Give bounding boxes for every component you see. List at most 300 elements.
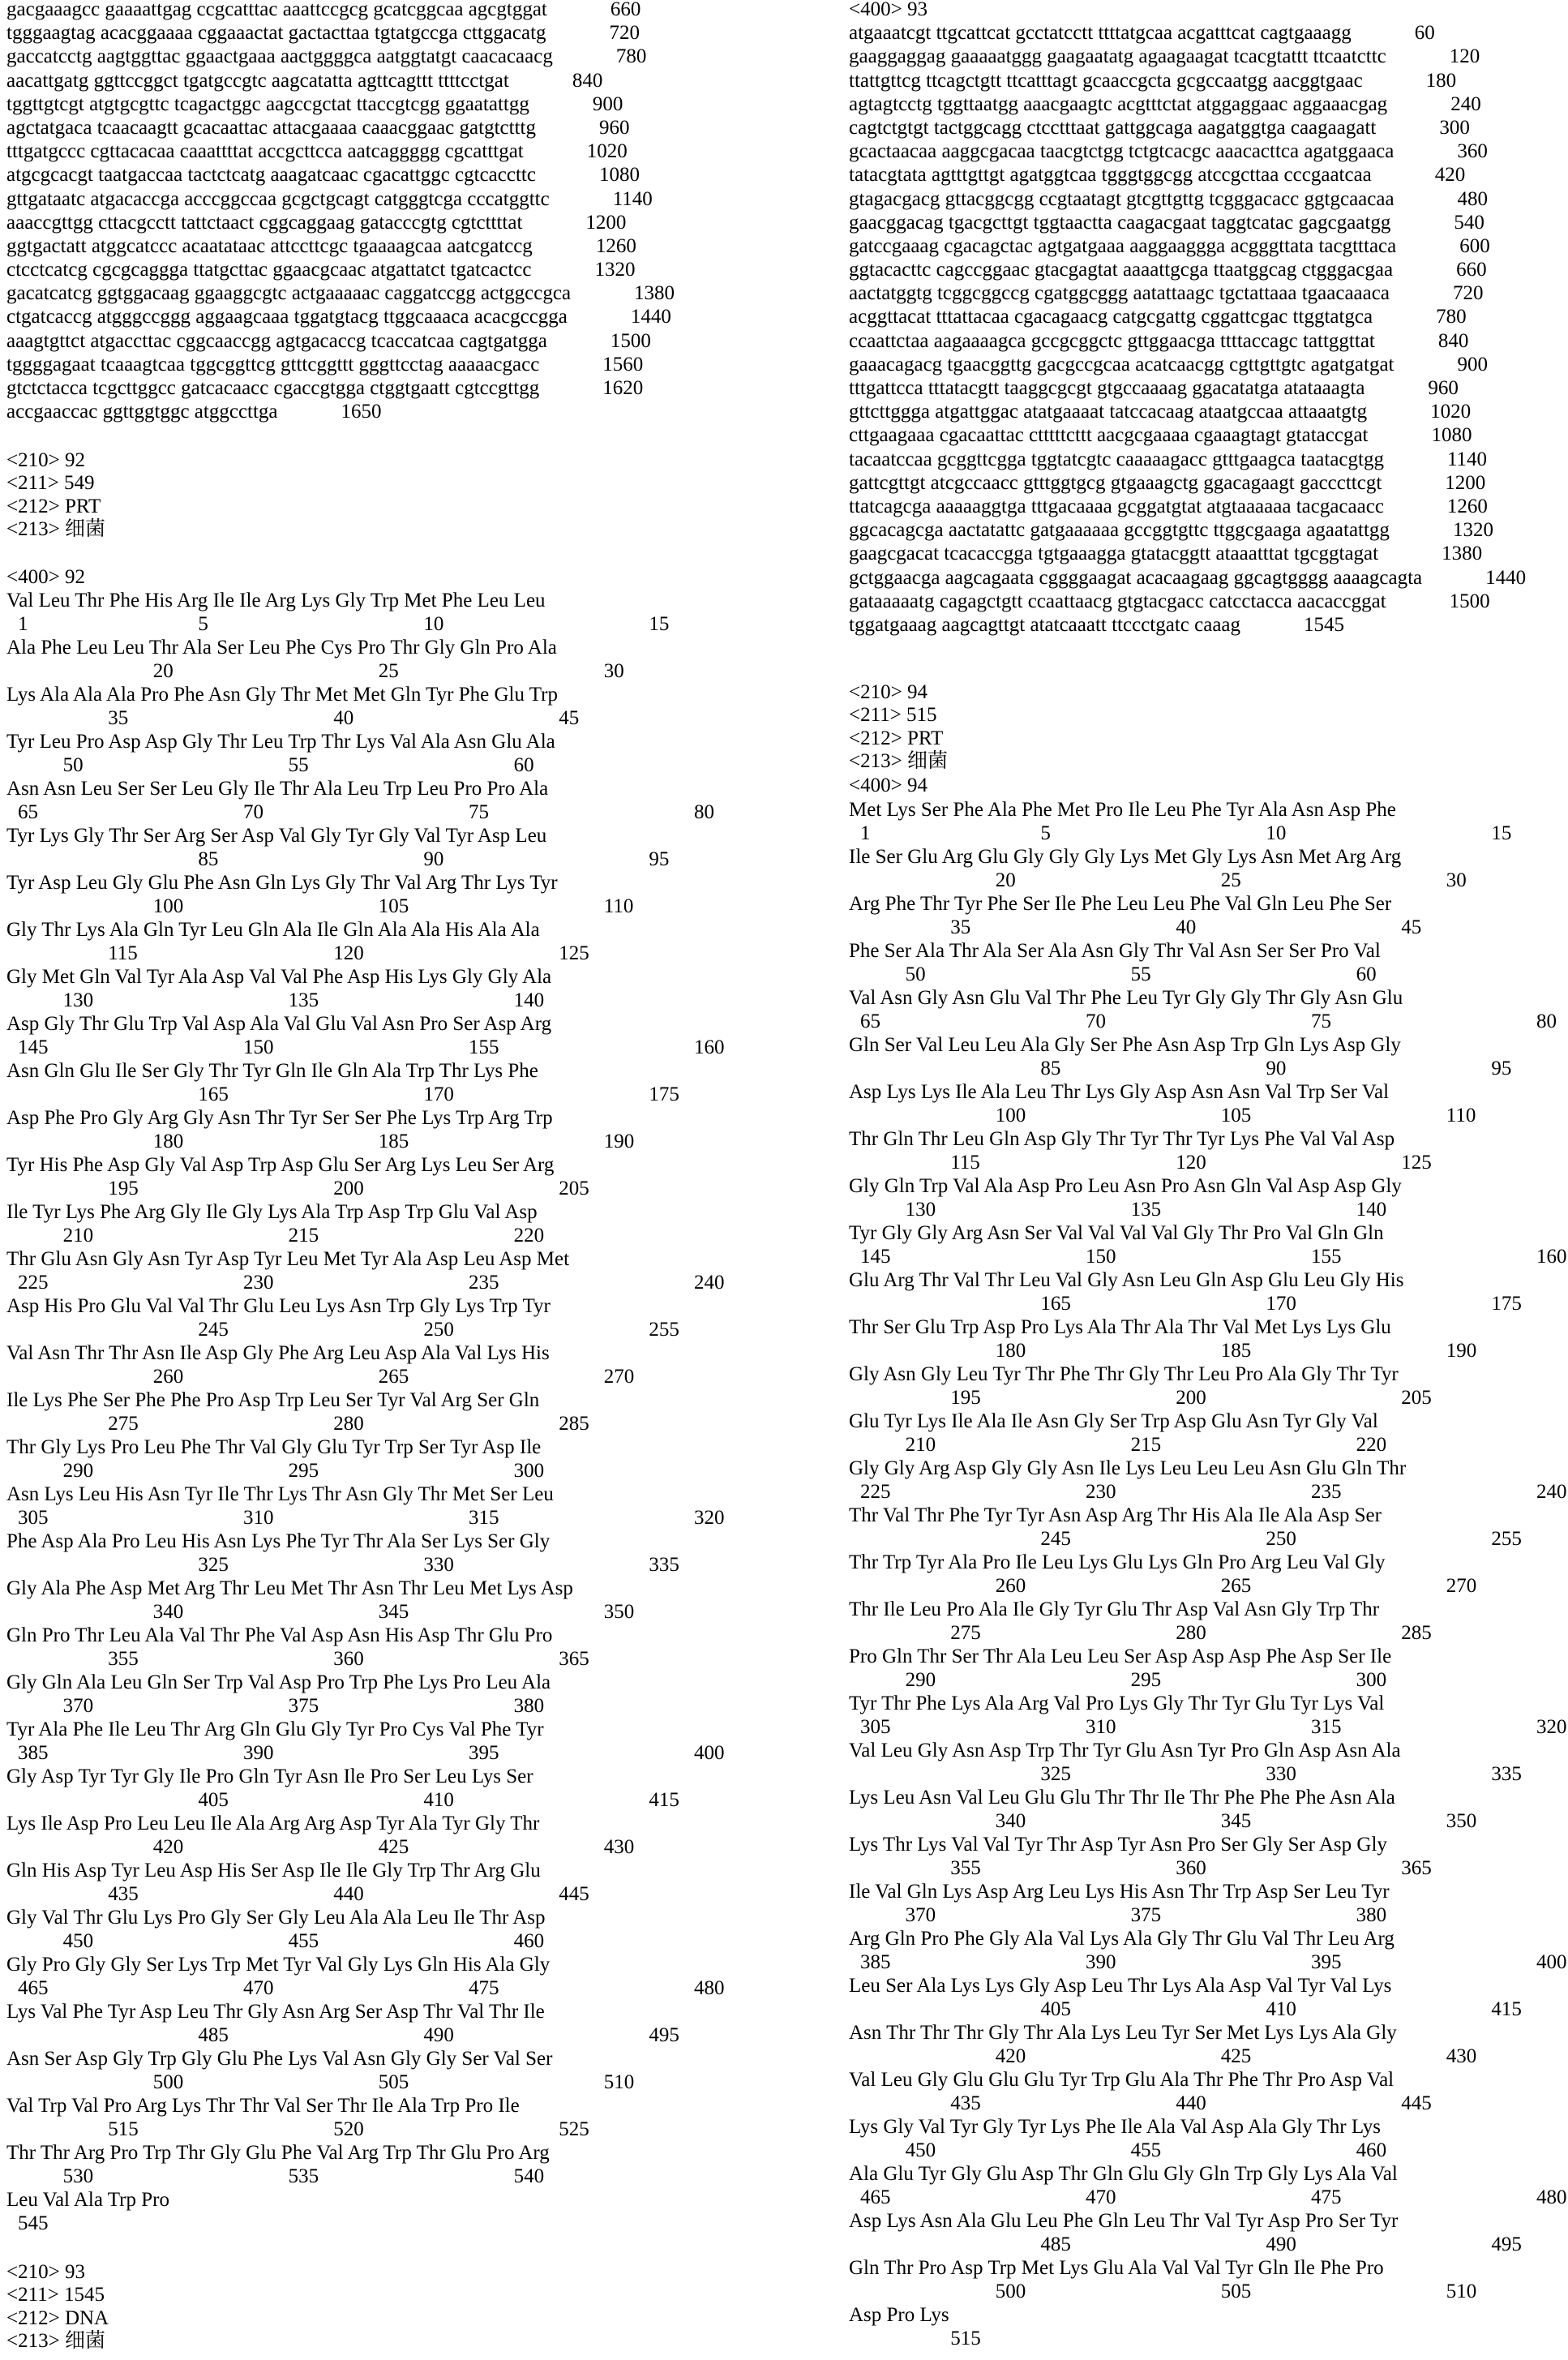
residue-number: 330: [1266, 1762, 1296, 1786]
residue-number: 215: [1131, 1433, 1162, 1457]
residue-number: 250: [1266, 1527, 1296, 1551]
residue-number: 35: [950, 916, 970, 939]
residue-number-line: [849, 822, 1562, 845]
residue-number: 300: [1356, 1668, 1387, 1692]
residue-number-line: [849, 1762, 1562, 1786]
residue-number: 415: [1491, 1997, 1522, 2021]
protein-residue-line: Gly Gln Trp Val Ala Asp Pro Leu Asn Pro Asn Gln Val Asp Asp Gly: [849, 1174, 1562, 1198]
residue-number-line: [6, 1271, 785, 1294]
dna-sequence-text: ccaattctaa aagaaaagca gccgcggctc gttggaacga ttttaccagc tattggttat: [849, 330, 1375, 352]
residue-number: 185: [1221, 1339, 1252, 1362]
dna-sequence-text: tggttgtcgt atgtgcgttc tcagactggc aagccgctat ttaccgtcgg ggaatattgg: [6, 93, 529, 115]
residue-number-line: [6, 2212, 785, 2235]
residue-number: 20: [153, 659, 174, 683]
residue-number-line: [849, 1950, 1562, 1974]
dna-sequence-line: [6, 0, 675, 21]
residue-number: 360: [1176, 1856, 1206, 1880]
residue-number-line: [6, 1459, 785, 1483]
residue-number: 355: [950, 1856, 981, 1880]
dna-sequence-text: ggtacacttc cagccggaac gtacgagtat aaaattgcga ttaatggcag ctgggacgaa: [849, 259, 1393, 281]
protein-residue-line: Lys Gly Val Tyr Gly Tyr Lys Phe Ile Ala Val Asp Ala Gly Thr Lys: [849, 2115, 1562, 2139]
residue-number-line: [849, 1151, 1562, 1174]
seq94-400-block: [849, 775, 928, 797]
residue-number: 105: [1221, 1104, 1252, 1127]
residue-number: 120: [333, 942, 364, 965]
residue-number-line: [849, 1715, 1562, 1739]
sequence-position-number: 1560: [602, 353, 643, 376]
residue-number-line: [849, 1903, 1562, 1927]
dna-sequence-line: [849, 281, 1526, 305]
dna-sequence-text: gaccatcctg aagtggttac ggaactgaaa aactggggca aatggtatgt caacacaacg: [6, 45, 553, 67]
residue-number: 510: [604, 2070, 635, 2094]
residue-number: 215: [289, 1224, 319, 1247]
residue-number: 40: [1176, 916, 1196, 939]
residue-number: 95: [649, 847, 669, 871]
protein-residue-line: Tyr Gly Gly Arg Asn Ser Val Val Val Val Gly Thr Pro Val Gln Gln: [849, 1221, 1562, 1245]
dna-sequence-line: [849, 495, 1526, 518]
residue-number: 310: [243, 1506, 274, 1530]
residue-number-line: [6, 1412, 785, 1435]
residue-number: 255: [1491, 1527, 1522, 1551]
protein-residue-line: Thr Val Thr Phe Tyr Tyr Asn Asp Arg Thr His Ala Ile Ala Asp Ser: [849, 1504, 1562, 1527]
residue-number: 145: [18, 1036, 49, 1059]
residue-number-line: [849, 1574, 1562, 1598]
residue-number: 225: [860, 1480, 891, 1504]
residue-number: 175: [1491, 1292, 1522, 1315]
residue-number: 480: [694, 1976, 725, 2000]
residue-number-line: [849, 1292, 1562, 1315]
protein-residue-line: Gly Gly Arg Asp Gly Gly Asn Ile Lys Leu Leu Leu Asn Glu Gln Thr: [849, 1457, 1562, 1480]
protein-residue-line: Thr Gly Lys Pro Leu Phe Thr Val Gly Glu Tyr Trp Ser Tyr Asp Ile: [6, 1435, 785, 1459]
field-400: <400> 94: [849, 775, 928, 797]
residue-number: 275: [950, 1621, 981, 1645]
protein-residue-line: Asp Lys Asn Ala Glu Leu Phe Gln Leu Thr Val Tyr Asp Pro Ser Tyr: [849, 2209, 1562, 2233]
field-211: <211> 1545: [6, 2284, 109, 2306]
residue-number: 465: [860, 2186, 891, 2209]
residue-number-line: [849, 1809, 1562, 1833]
dna-sequence-text: gataaaaatg cagagctgtt ccaattaacg gtgtacgacc catcctacca aacaccggat: [849, 590, 1386, 612]
residue-number: 135: [1131, 1198, 1162, 1221]
dna-sequence-line: [849, 258, 1526, 281]
sequence-position-number: 1080: [1432, 423, 1472, 447]
dna-sequence-text: ggcacagcga aactatattc gatgaaaaaa gccggtgttc ttggcgaaga agaatattgg: [849, 519, 1390, 541]
dna-sequence-line: [849, 21, 1526, 45]
protein-residue-line: Val Trp Val Pro Arg Lys Thr Thr Val Ser Thr Ile Ala Trp Pro Ile: [6, 2094, 785, 2118]
residue-number-line: [849, 2327, 1562, 2350]
residue-number: 260: [153, 1365, 184, 1388]
dna-sequence-text: gtctctacca tcgcttggcc gatcacaacc cgaccgtgga ctggtgaatt cgtccgttgg: [6, 377, 539, 399]
dna-sequence-text: gattcgttgt atcgccaacc gtttggtgcg gtgaaagctg ggacagaagt gacccttcgt: [849, 472, 1382, 494]
protein-residue-line: Gly Ala Phe Asp Met Arg Thr Leu Met Thr Asn Thr Leu Met Lys Asp: [6, 1577, 785, 1600]
seq92-dna-tail: [6, 0, 675, 423]
residue-number: 275: [108, 1412, 139, 1435]
protein-residue-line: Asn Ser Asp Gly Trp Gly Glu Phe Lys Val Asn Gly Gly Ser Val Ser: [6, 2047, 785, 2070]
residue-number: 455: [289, 1929, 319, 1953]
residue-number-line: [849, 1245, 1562, 1268]
residue-number: 405: [198, 1788, 229, 1812]
protein-residue-line: Gln Ser Val Leu Leu Ala Gly Ser Phe Asn Asp Trp Gln Lys Asp Gly: [849, 1033, 1562, 1057]
protein-residue-line: Lys Ala Ala Ala Pro Phe Asn Gly Thr Met Met Gln Tyr Phe Glu Trp: [6, 683, 785, 706]
protein-residue-line: Tyr Leu Pro Asp Asp Gly Thr Leu Trp Thr Lys Val Ala Asn Glu Ala: [6, 730, 785, 753]
sequence-position-number: 1020: [1430, 400, 1471, 423]
sequence-position-number: 540: [1454, 211, 1484, 234]
sequence-position-number: 960: [1428, 376, 1459, 400]
dna-sequence-line: [849, 69, 1526, 92]
residue-number: 195: [108, 1177, 139, 1200]
residue-number-line: [849, 1433, 1562, 1457]
residue-number-line: [6, 1177, 785, 1200]
residue-number: 20: [996, 869, 1016, 892]
dna-sequence-text: gctggaacga aagcagaata cggggaagat acacaagaag ggcagtgggg aaaagcagta: [849, 567, 1422, 589]
residue-number: 135: [289, 989, 319, 1012]
residue-number: 420: [996, 2045, 1026, 2068]
residue-number: 120: [1176, 1151, 1206, 1174]
residue-number: 305: [860, 1715, 891, 1739]
residue-number: 125: [1401, 1151, 1432, 1174]
protein-residue-line: Ile Val Gln Lys Asp Arg Leu Lys His Asn Thr Trp Asp Ser Leu Tyr: [849, 1880, 1562, 1903]
residue-number-line: [6, 1741, 785, 1765]
protein-residue-line: Asn Lys Leu His Asn Tyr Ile Thr Lys Thr Asn Gly Thr Met Ser Leu: [6, 1483, 785, 1506]
field-210: <210> 92: [6, 449, 105, 472]
residue-number: 130: [63, 989, 94, 1012]
sequence-position-number: 1380: [1442, 542, 1482, 565]
residue-number: 380: [1356, 1903, 1387, 1927]
residue-number: 240: [1536, 1480, 1567, 1504]
dna-sequence-text: gacgaaagcc gaaaattgag ccgcatttac aaattccgcg gcatcggcaa agcgtggat: [6, 0, 547, 20]
residue-number: 110: [1446, 1104, 1476, 1127]
dna-sequence-text: tgggaagtag acacggaaaa cggaaactat gactacttaa tgtatgccga cttggacatg: [6, 22, 546, 44]
residue-number: 235: [469, 1271, 499, 1294]
residue-number: 390: [243, 1741, 274, 1765]
dna-sequence-text: cttgaagaaa cgacaattac ctttttcttt aacgcgaaaa cgaaagtagt gtataccgat: [849, 424, 1369, 446]
dna-sequence-line: [849, 566, 1526, 590]
residue-number-line: [6, 942, 785, 965]
sequence-position-number: 240: [1450, 92, 1481, 116]
residue-number-line: [6, 1788, 785, 1812]
residue-number-line: [849, 963, 1562, 986]
protein-residue-line: Asp Lys Lys Ile Ala Leu Thr Lys Gly Asp Asn Asn Val Trp Ser Val: [849, 1080, 1562, 1104]
residue-number: 30: [604, 659, 624, 683]
residue-number: 330: [423, 1553, 454, 1577]
dna-sequence-text: ggtgactatt atggcatccc acaatataac attccttcgc tgaaaagcaa aatcgatccg: [6, 235, 533, 257]
residue-number: 350: [604, 1600, 635, 1624]
dna-sequence-text: aaagtgttct atgaccttac cggcaaccgg agtgacaccg tcaccatcaa cagtgatgga: [6, 330, 547, 352]
protein-residue-line: Leu Ser Ala Lys Lys Gly Asp Leu Thr Lys Ala Asp Val Tyr Val Lys: [849, 1974, 1562, 1997]
residue-number: 160: [1536, 1245, 1567, 1268]
residue-number: 300: [514, 1459, 545, 1483]
residue-number: 410: [423, 1788, 454, 1812]
dna-sequence-line: [849, 471, 1526, 495]
residue-number-line: [6, 2118, 785, 2141]
residue-number: 290: [63, 1459, 94, 1483]
residue-number: 360: [333, 1647, 364, 1671]
protein-residue-line: Phe Asp Ala Pro Leu His Asn Lys Phe Tyr Thr Ala Ser Lys Ser Gly: [6, 1530, 785, 1553]
dna-sequence-line: [849, 116, 1526, 139]
residue-number: 245: [1040, 1527, 1071, 1551]
sequence-position-number: 1440: [631, 305, 671, 328]
residue-number: 75: [469, 800, 489, 824]
dna-sequence-text: ttatcagcga aaaaaggtga tttgacaaaa gcggatgtat atgtaaaaaa tacgacaacc: [849, 496, 1384, 517]
residue-number: 295: [1131, 1668, 1162, 1692]
residue-number: 70: [243, 800, 263, 824]
residue-number-line: [6, 1506, 785, 1530]
residue-number: 315: [469, 1506, 499, 1530]
dna-sequence-line: [6, 187, 675, 211]
protein-residue-line: Gly Met Gln Val Tyr Ala Asp Val Val Phe Asp His Lys Gly Gly Ala: [6, 965, 785, 989]
seq92-header: [6, 449, 105, 541]
residue-number: 460: [514, 1929, 545, 1953]
residue-number: 180: [153, 1130, 184, 1153]
residue-number: 60: [514, 753, 534, 777]
seq92-400-block: [6, 566, 85, 589]
sequence-position-number: 180: [1426, 69, 1457, 92]
residue-number: 10: [1266, 822, 1286, 845]
residue-number: 495: [649, 2023, 679, 2047]
residue-number: 415: [649, 1788, 679, 1812]
sequence-position-number: 1320: [1453, 518, 1493, 542]
residue-number: 345: [379, 1600, 409, 1624]
residue-number: 370: [906, 1903, 936, 1927]
dna-sequence-text: gacatcatcg ggtggacaag ggaaggcgtc actgaaaaac caggatccgg actggccgca: [6, 282, 571, 304]
residue-number: 410: [1266, 1997, 1296, 2021]
protein-residue-line: Thr Trp Tyr Ala Pro Ile Leu Lys Glu Lys Gln Pro Arg Leu Val Gly: [849, 1551, 1562, 1574]
residue-number: 320: [694, 1506, 725, 1530]
residue-number: 480: [1536, 2186, 1567, 2209]
residue-number: 455: [1131, 2139, 1162, 2162]
protein-residue-line: Tyr Ala Phe Ile Leu Thr Arg Gln Glu Gly Tyr Pro Cys Val Phe Tyr: [6, 1718, 785, 1741]
residue-number: 170: [1266, 1292, 1296, 1315]
residue-number: 205: [1401, 1386, 1432, 1410]
dna-sequence-text: ttattgttcg ttcagctgtt ttcatttagt gcaaccgcta gcgccaatgg aacggtgaac: [849, 70, 1363, 92]
residue-number: 425: [379, 1835, 409, 1859]
protein-residue-line: Val Leu Gly Asn Asp Trp Thr Tyr Glu Asn Tyr Pro Gln Asp Asn Ala: [849, 1739, 1562, 1762]
residue-number-line: [6, 2070, 785, 2094]
residue-number-line: [6, 1318, 785, 1341]
dna-sequence-line: [849, 448, 1526, 471]
residue-number: 70: [1086, 1010, 1106, 1033]
residue-number: 520: [333, 2118, 364, 2141]
residue-number: 90: [1266, 1057, 1286, 1080]
residue-number: 430: [1446, 2045, 1477, 2068]
residue-number: 395: [469, 1741, 499, 1765]
protein-residue-line: Glu Tyr Lys Ile Ala Ile Asn Gly Ser Trp Asp Glu Asn Tyr Gly Val: [849, 1410, 1562, 1433]
residue-number-line: [6, 1882, 785, 1906]
dna-sequence-text: gtagacgacg gttacggcgg ccgtaatagt gtcgttgttg tcgggacacc ggtgcaacaa: [849, 188, 1394, 210]
protein-residue-line: Gly Gln Ala Leu Gln Ser Trp Val Asp Pro Trp Phe Lys Pro Leu Ala: [6, 1671, 785, 1694]
residue-number: 230: [1086, 1480, 1116, 1504]
residue-number: 160: [694, 1036, 725, 1059]
dna-sequence-text: tatacgtata agtttgttgt agatggtcaa tgggtggcgg atccgcttaa cccgaatcaa: [849, 164, 1372, 186]
residue-number-line: [6, 1036, 785, 1059]
dna-sequence-text: agtagtcctg tggttaatgg aaacgaagtc acgtttctat atggaggaac aggaaacgag: [849, 93, 1387, 115]
residue-number-line: [6, 612, 785, 636]
protein-residue-line: Asp His Pro Glu Val Val Thr Glu Leu Lys Asn Trp Gly Lys Trp Tyr: [6, 1294, 785, 1318]
residue-number: 395: [1311, 1950, 1342, 1974]
dna-sequence-line: [6, 211, 675, 234]
residue-number: 375: [1131, 1903, 1162, 1927]
field-400: <400> 92: [6, 566, 85, 589]
residue-number-line: [849, 1621, 1562, 1645]
residue-number: 340: [153, 1600, 184, 1624]
sequence-position-number: 960: [599, 116, 630, 139]
sequence-position-number: 1140: [613, 187, 653, 211]
dna-sequence-line: [849, 305, 1526, 328]
residue-number: 500: [153, 2070, 184, 2094]
sequence-position-number: 1650: [341, 400, 382, 423]
residue-number: 505: [1221, 2280, 1252, 2303]
protein-residue-line: Ile Lys Phe Ser Phe Phe Pro Asp Trp Leu Ser Tyr Val Arg Ser Gln: [6, 1388, 785, 1412]
protein-residue-line: Asn Asn Leu Ser Ser Leu Gly Ile Thr Ala Leu Trp Leu Pro Pro Ala: [6, 777, 785, 800]
residue-number: 60: [1356, 963, 1377, 986]
residue-number: 65: [860, 1010, 880, 1033]
residue-number: 400: [694, 1741, 725, 1765]
sequence-position-number: 720: [1453, 281, 1484, 305]
residue-number-line: [6, 1647, 785, 1671]
residue-number: 310: [1086, 1715, 1116, 1739]
residue-number: 45: [1401, 916, 1421, 939]
residue-number: 505: [379, 2070, 409, 2094]
residue-number: 150: [243, 1036, 274, 1059]
residue-number-line: [6, 1600, 785, 1624]
residue-number-line: [6, 2023, 785, 2047]
residue-number: 155: [1311, 1245, 1342, 1268]
sequence-position-number: 1500: [1450, 590, 1490, 613]
dna-sequence-line: [6, 69, 675, 92]
protein-residue-line: Thr Gln Thr Leu Gln Asp Gly Thr Tyr Thr Tyr Lys Phe Val Val Asp: [849, 1127, 1562, 1151]
residue-number-line: [849, 2186, 1562, 2209]
residue-number: 255: [649, 1318, 679, 1341]
dna-sequence-text: atgaaatcgt ttgcattcat gcctatcctt ttttatgcaa acgatttcat cagtgaaagg: [849, 22, 1352, 44]
residue-number: 270: [1446, 1574, 1477, 1598]
residue-number: 265: [379, 1365, 409, 1388]
residue-number: 435: [950, 2092, 981, 2115]
residue-number: 30: [1446, 869, 1467, 892]
protein-residue-line: Arg Gln Pro Phe Gly Ala Val Lys Ala Gly Thr Glu Val Thr Leu Arg: [849, 1927, 1562, 1950]
dna-sequence-line: [849, 518, 1526, 542]
dna-sequence-line: [6, 116, 675, 139]
residue-number-line: [6, 1365, 785, 1388]
residue-number: 325: [198, 1553, 229, 1577]
sequence-position-number: 1200: [1445, 471, 1485, 495]
residue-number-line: [849, 1856, 1562, 1880]
field-210: <210> 94: [849, 681, 948, 704]
protein-residue-line: Glu Arg Thr Val Thr Leu Val Gly Asn Leu Gln Asp Glu Leu Gly His: [849, 1268, 1562, 1292]
residue-number: 165: [1040, 1292, 1071, 1315]
protein-residue-line: Asn Gln Glu Ile Ser Gly Thr Tyr Gln Ile Gln Ala Trp Thr Lys Phe: [6, 1059, 785, 1083]
residue-number: 5: [1040, 822, 1051, 845]
dna-sequence-line: [6, 400, 675, 423]
residue-number: 85: [1040, 1057, 1060, 1080]
residue-number-line: [6, 1694, 785, 1718]
residue-number: 175: [649, 1083, 679, 1106]
sequence-position-number: 360: [1457, 139, 1488, 163]
residue-number: 435: [108, 1882, 139, 1906]
sequence-position-number: 900: [1458, 353, 1489, 376]
field-212: <212> DNA: [6, 2307, 109, 2330]
residue-number: 75: [1311, 1010, 1331, 1033]
dna-sequence-line: [849, 590, 1526, 613]
residue-number: 530: [63, 2165, 94, 2188]
residue-number: 85: [198, 847, 218, 871]
residue-number: 165: [198, 1083, 229, 1106]
residue-number-line: [849, 1198, 1562, 1221]
dna-sequence-text: aactatggtg tcggcggccg cgatggcggg aatattaagc tgctattaaa tgaacaaaca: [849, 282, 1390, 304]
protein-residue-line: Gly Val Thr Glu Lys Pro Gly Ser Gly Leu Ala Ala Leu Ile Thr Asp: [6, 1906, 785, 1929]
residue-number: 115: [950, 1151, 980, 1174]
residue-number: 145: [860, 1245, 891, 1268]
residue-number-line: [849, 2092, 1562, 2115]
protein-residue-line: Lys Ile Asp Pro Leu Leu Ile Ala Arg Arg Asp Tyr Ala Tyr Gly Thr: [6, 1812, 785, 1835]
residue-number: 445: [1401, 2092, 1432, 2115]
residue-number-line: [6, 2165, 785, 2188]
protein-residue-line: Tyr Asp Leu Gly Glu Phe Asn Gln Lys Gly Thr Val Arg Thr Lys Tyr: [6, 871, 785, 895]
protein-residue-line: Lys Val Phe Tyr Asp Leu Thr Gly Asn Arg Ser Asp Thr Val Thr Ile: [6, 2000, 785, 2023]
residue-number-line: [849, 869, 1562, 892]
dna-sequence-line: [6, 21, 675, 45]
residue-number-line: [849, 1104, 1562, 1127]
protein-residue-line: Asn Thr Thr Thr Gly Thr Ala Lys Leu Tyr Ser Met Lys Lys Ala Gly: [849, 2021, 1562, 2045]
residue-number: 80: [1536, 1010, 1557, 1033]
residue-number: 220: [1356, 1433, 1387, 1457]
protein-residue-line: Tyr Lys Gly Thr Ser Arg Ser Asp Val Gly Tyr Gly Val Tyr Asp Leu: [6, 824, 785, 847]
residue-number-line: [849, 1997, 1562, 2021]
protein-residue-line: Thr Ile Leu Pro Ala Ile Gly Tyr Glu Thr Asp Val Asn Gly Trp Thr: [849, 1598, 1562, 1621]
dna-sequence-text: acggttacat tttattacaa cgacagaacg catgcgattg cggattcgac ttggtatgca: [849, 306, 1373, 328]
residue-number: 40: [333, 706, 353, 730]
protein-residue-line: Gly Thr Lys Ala Gln Tyr Leu Gln Ala Ile Gln Ala Ala His Ala Ala: [6, 918, 785, 942]
dna-sequence-text: tacaatccaa gcggttcgga tggtatcgtc caaaaagacc gtttgaagca taatacgtgg: [849, 448, 1384, 470]
residue-number: 95: [1491, 1057, 1511, 1080]
residue-number-line: [6, 989, 785, 1012]
residue-number: 150: [1086, 1245, 1116, 1268]
residue-number: 365: [1401, 1856, 1432, 1880]
field-400: <400> 93: [849, 0, 1526, 21]
sequence-position-number: 120: [1450, 45, 1480, 68]
sequence-position-number: 420: [1435, 163, 1466, 187]
residue-number: 485: [1040, 2233, 1071, 2256]
residue-number: 470: [1086, 2186, 1116, 2209]
field-212: <212> PRT: [6, 496, 105, 518]
residue-number: 500: [996, 2280, 1026, 2303]
seq94-protein: [849, 798, 1562, 2350]
residue-number: 335: [649, 1553, 679, 1577]
residue-number: 285: [1401, 1621, 1432, 1645]
residue-number-line: [6, 1224, 785, 1247]
sequence-position-number: 1260: [596, 234, 636, 258]
residue-number: 190: [1446, 1339, 1477, 1362]
residue-number: 515: [950, 2327, 981, 2350]
residue-number-line: [849, 916, 1562, 939]
residue-number-line: [849, 2280, 1562, 2303]
dna-sequence-line: [849, 353, 1526, 376]
residue-number-line: [849, 1010, 1562, 1033]
residue-number: 25: [1221, 869, 1241, 892]
residue-number-line: [849, 2139, 1562, 2162]
residue-number: 525: [559, 2118, 589, 2141]
dna-sequence-line: [6, 353, 675, 376]
residue-number: 270: [604, 1365, 635, 1388]
sequence-position-number: 1500: [610, 329, 651, 353]
protein-residue-line: Val Asn Gly Asn Glu Val Thr Phe Leu Tyr Gly Gly Thr Gly Asn Glu: [849, 986, 1562, 1010]
residue-number: 265: [1221, 1574, 1252, 1598]
residue-number-line: [849, 1527, 1562, 1551]
protein-residue-line: Ala Phe Leu Leu Thr Ala Ser Leu Phe Cys Pro Thr Gly Gln Pro Ala: [6, 636, 785, 659]
dna-sequence-text: cagtctgtgt tactggcagg ctcctttaat gattggcaga aagatggtga caagaagatt: [849, 117, 1376, 139]
sequence-position-number: 720: [610, 21, 640, 45]
residue-number: 140: [1356, 1198, 1387, 1221]
residue-number: 390: [1086, 1950, 1116, 1974]
residue-number: 5: [198, 612, 208, 636]
